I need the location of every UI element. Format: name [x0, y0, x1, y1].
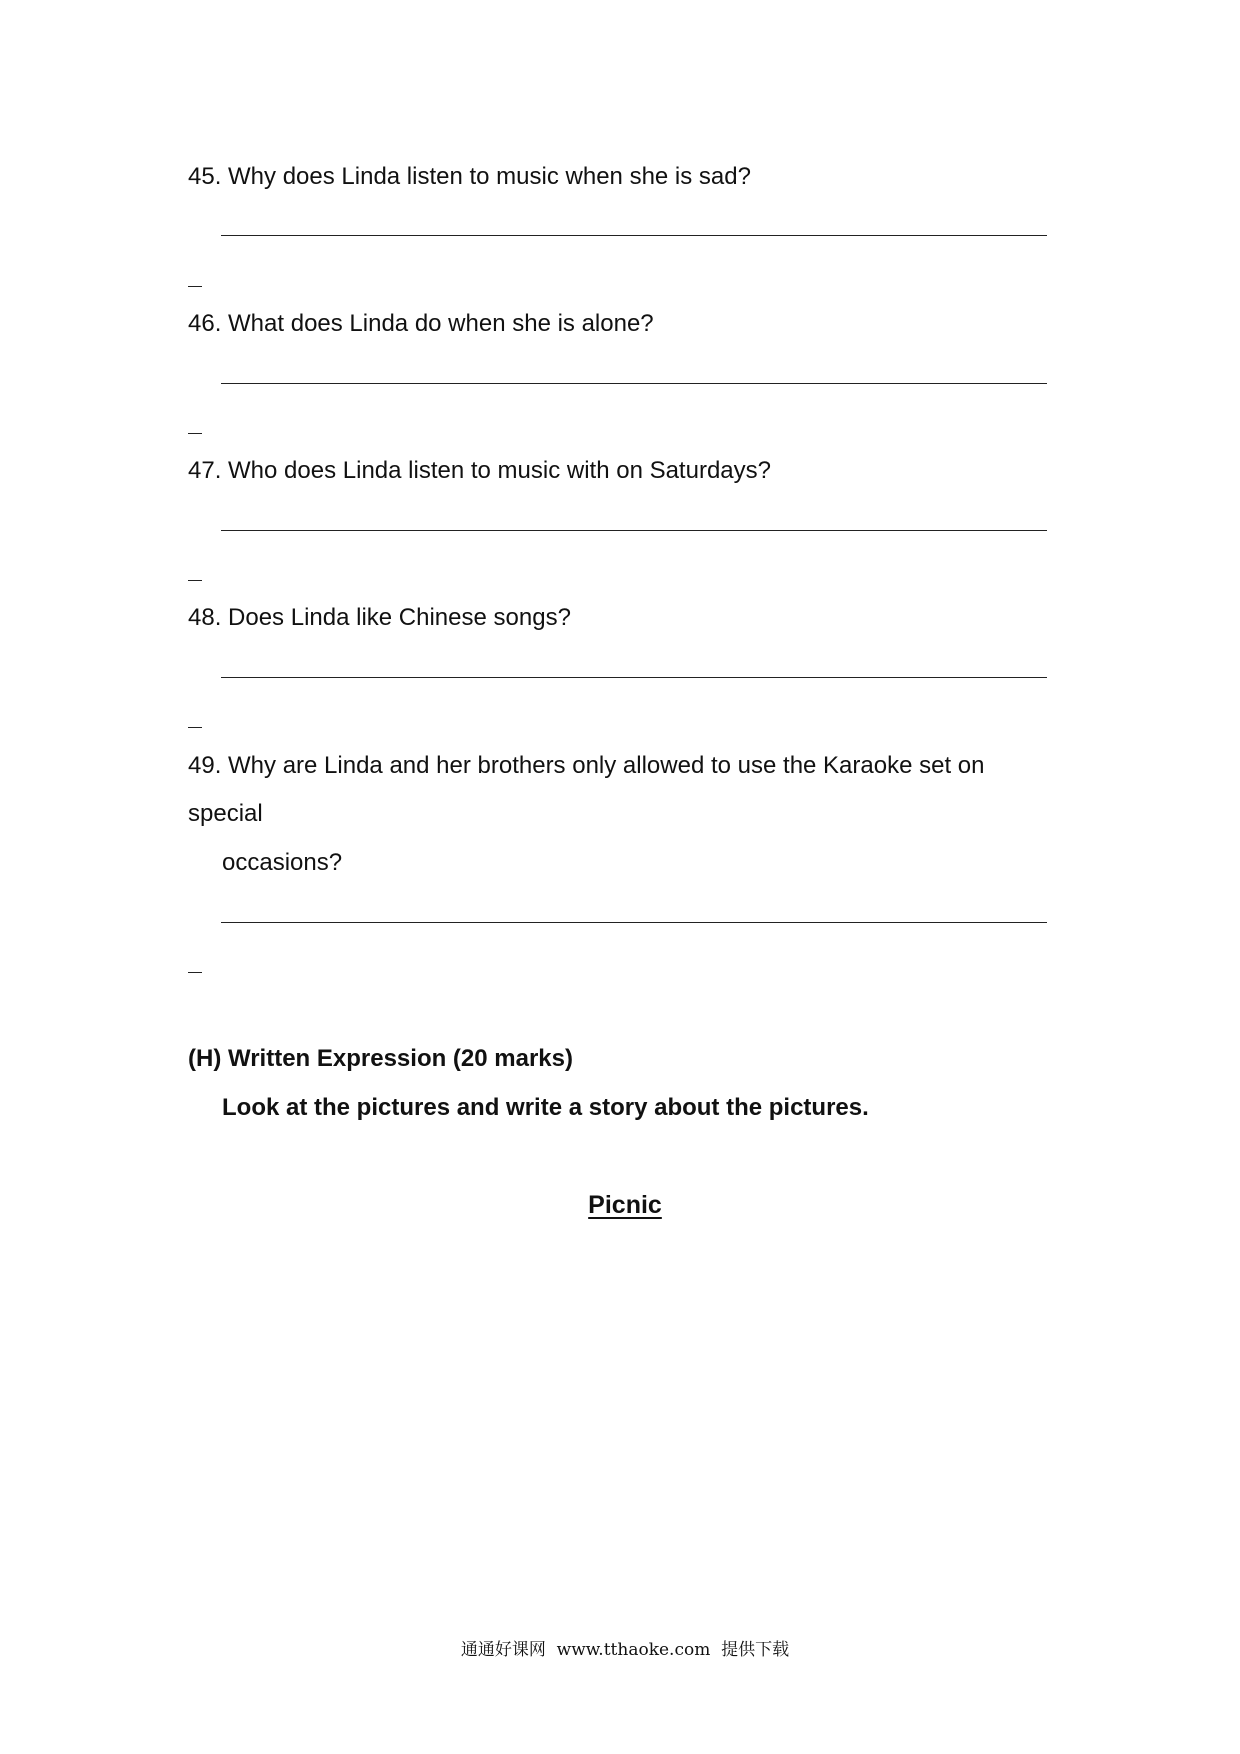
section-instruction: Look at the pictures and write a story about the pictures.	[222, 1094, 869, 1121]
answer-line-49	[221, 922, 1047, 923]
answer-line-48	[221, 677, 1047, 678]
answer-dash-45	[188, 286, 202, 287]
story-title: Picnic	[588, 1191, 662, 1219]
question-45: 45. Why does Linda listen to music when she is sad?	[188, 163, 751, 190]
section-heading: (H) Written Expression (20 marks)	[188, 1045, 573, 1072]
question-49-line-3: occasions?	[222, 849, 343, 876]
answer-dash-46	[188, 433, 202, 434]
answer-dash-47	[188, 580, 202, 581]
answer-line-45	[221, 235, 1047, 236]
answer-line-47	[221, 530, 1047, 531]
question-49-line-1: 49. Why are Linda and her brothers only allowed to use the Karaoke set on	[188, 752, 985, 779]
question-48: 48. Does Linda like Chinese songs?	[188, 604, 571, 631]
answer-dash-49	[188, 972, 202, 973]
answer-dash-48	[188, 727, 202, 728]
question-46: 46. What does Linda do when she is alone?	[188, 310, 654, 337]
page-footer: 通通好课网 www.tthaoke.com 提供下载	[460, 1640, 790, 1660]
question-49-line-2: special	[188, 800, 263, 827]
answer-line-46	[221, 383, 1047, 384]
question-47: 47. Who does Linda listen to music with on Saturdays?	[188, 457, 771, 484]
